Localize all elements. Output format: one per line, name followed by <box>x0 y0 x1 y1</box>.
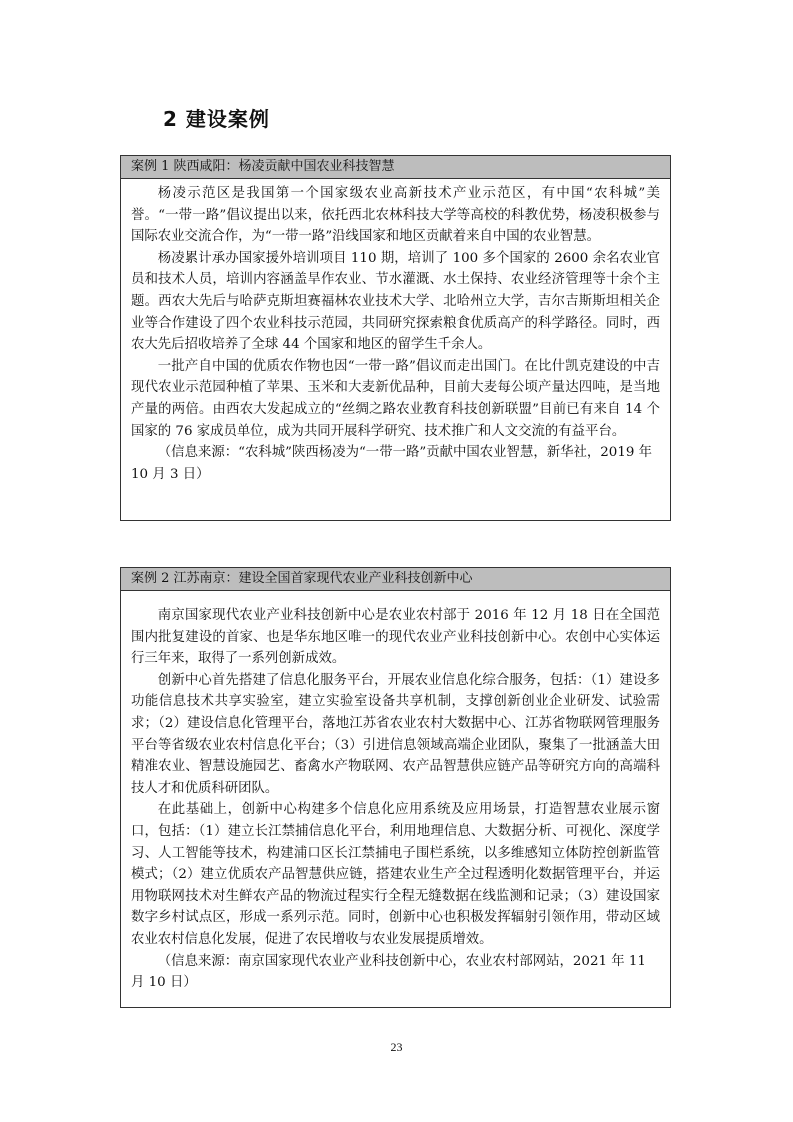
section-heading: 2 建设案例 <box>163 107 270 131</box>
case-body <box>121 179 670 485</box>
case-source: （信息来源：南京国家现代农业产业科技创新中心，农业农村部网站，2021 年 11 月 10 日） <box>131 953 646 991</box>
case-paragraph: 杨凌累计承办国家援外培训项目 110 期，培训了 100 多个国家的 2600 余名农业官员和技术人员，培训内容涵盖旱作农业、节水灌溉、水土保持、农业经济管理等十余个主题。西农大先后与哈萨克斯坦赛福林农业技术大学、北哈州立大学，吉尔吉斯斯坦相关企业等合作建设了四个农业科技示范园，共同研究探索粮食优质高产的科学路径。同时，西农大先后招收培养了全球 44 个国家和地区的留学生千余人。 <box>131 250 660 353</box>
case-box-2 <box>120 567 671 1008</box>
case-title: 案例 2 江苏南京：建设全国首家现代农业产业科技创新中心 <box>121 568 670 591</box>
case-paragraph: 杨凌示范区是我国第一个国家级农业高新技术产业示范区，有中国“农科城”美誉。“一带一路”倡议提出以来，依托西北农林科技大学等高校的科教优势，杨凌积极参与国际农业交流合作，为“一带一路”沿线国家和地区贡献着来自中国的农业智慧。 <box>131 186 660 245</box>
page-number: 23 <box>390 1040 403 1054</box>
case-paragraph: 南京国家现代农业产业科技创新中心是农业农村部于 2016 年 12 月 18 日在全国范围内批复建设的首家、也是华东地区唯一的现代农业产业科技创新中心。农创中心实体运行三年来，取得了一系列创新成效。 <box>131 608 660 667</box>
case-paragraph: 创新中心首先搭建了信息化服务平台，开展农业信息化综合服务，包括：（1）建设多功能信息技术共享实验室，建立实验室设备共享机制，支撑创新创业企业研发、试验需求；（2）建设信息化管理平台，落地江苏省农业农村大数据中心、江苏省物联网管理服务平台等省级农业农村信息化平台；（3）引进信息领域高端企业团队，聚集了一批涵盖大田精准农业、智慧设施园艺、畜禽水产物联网、农产品智慧供应链产品等研究方向的高端科技人才和优质科研团队。 <box>131 672 660 796</box>
case-body <box>121 591 670 994</box>
case-title: 案例 1 陕西咸阳：杨凌贡献中国农业科技智慧 <box>121 156 670 179</box>
case-paragraph: 一批产自中国的优质农作物也因“一带一路”倡议而走出国门。在比什凯克建设的中吉现代农业示范园种植了苹果、玉米和大麦新优品种，目前大麦每公顷产量达四吨，是当地产量的两倍。由西农大发起成立的“丝绸之路农业教育科技创新联盟”目前已有来自 14 个国家的 76 家成员单位，成为共同开展科学研究、技术推广和人文交流的有益平台。 <box>131 358 660 439</box>
case-box-1 <box>120 155 671 521</box>
case-paragraph: 在此基础上，创新中心构建多个信息化应用系统及应用场景，打造智慧农业展示窗口，包括：（1）建立长江禁捕信息化平台，利用地理信息、大数据分析、可视化、深度学习、人工智能等技术，构建浦口区长江禁捕电子围栏系统，以多维感知立体防控创新监管模式；（2）建立优质农产品智慧供应链，搭建农业生产全过程透明化数据管理平台，并运用物联网技术对生鲜农产品的物流过程实行全程无缝数据在线监测和记录；（3）建设国家数字乡村试点区，形成一系列示范。同时，创新中心也积极发挥辐射引领作用，带动区域农业农村信息化发展，促进了农民增收与农业发展提质增效。 <box>131 802 660 947</box>
case-source: （信息来源：“农科城”陕西杨凌为“一带一路”贡献中国农业智慧，新华社，2019 年 10 月 3 日） <box>131 445 653 482</box>
